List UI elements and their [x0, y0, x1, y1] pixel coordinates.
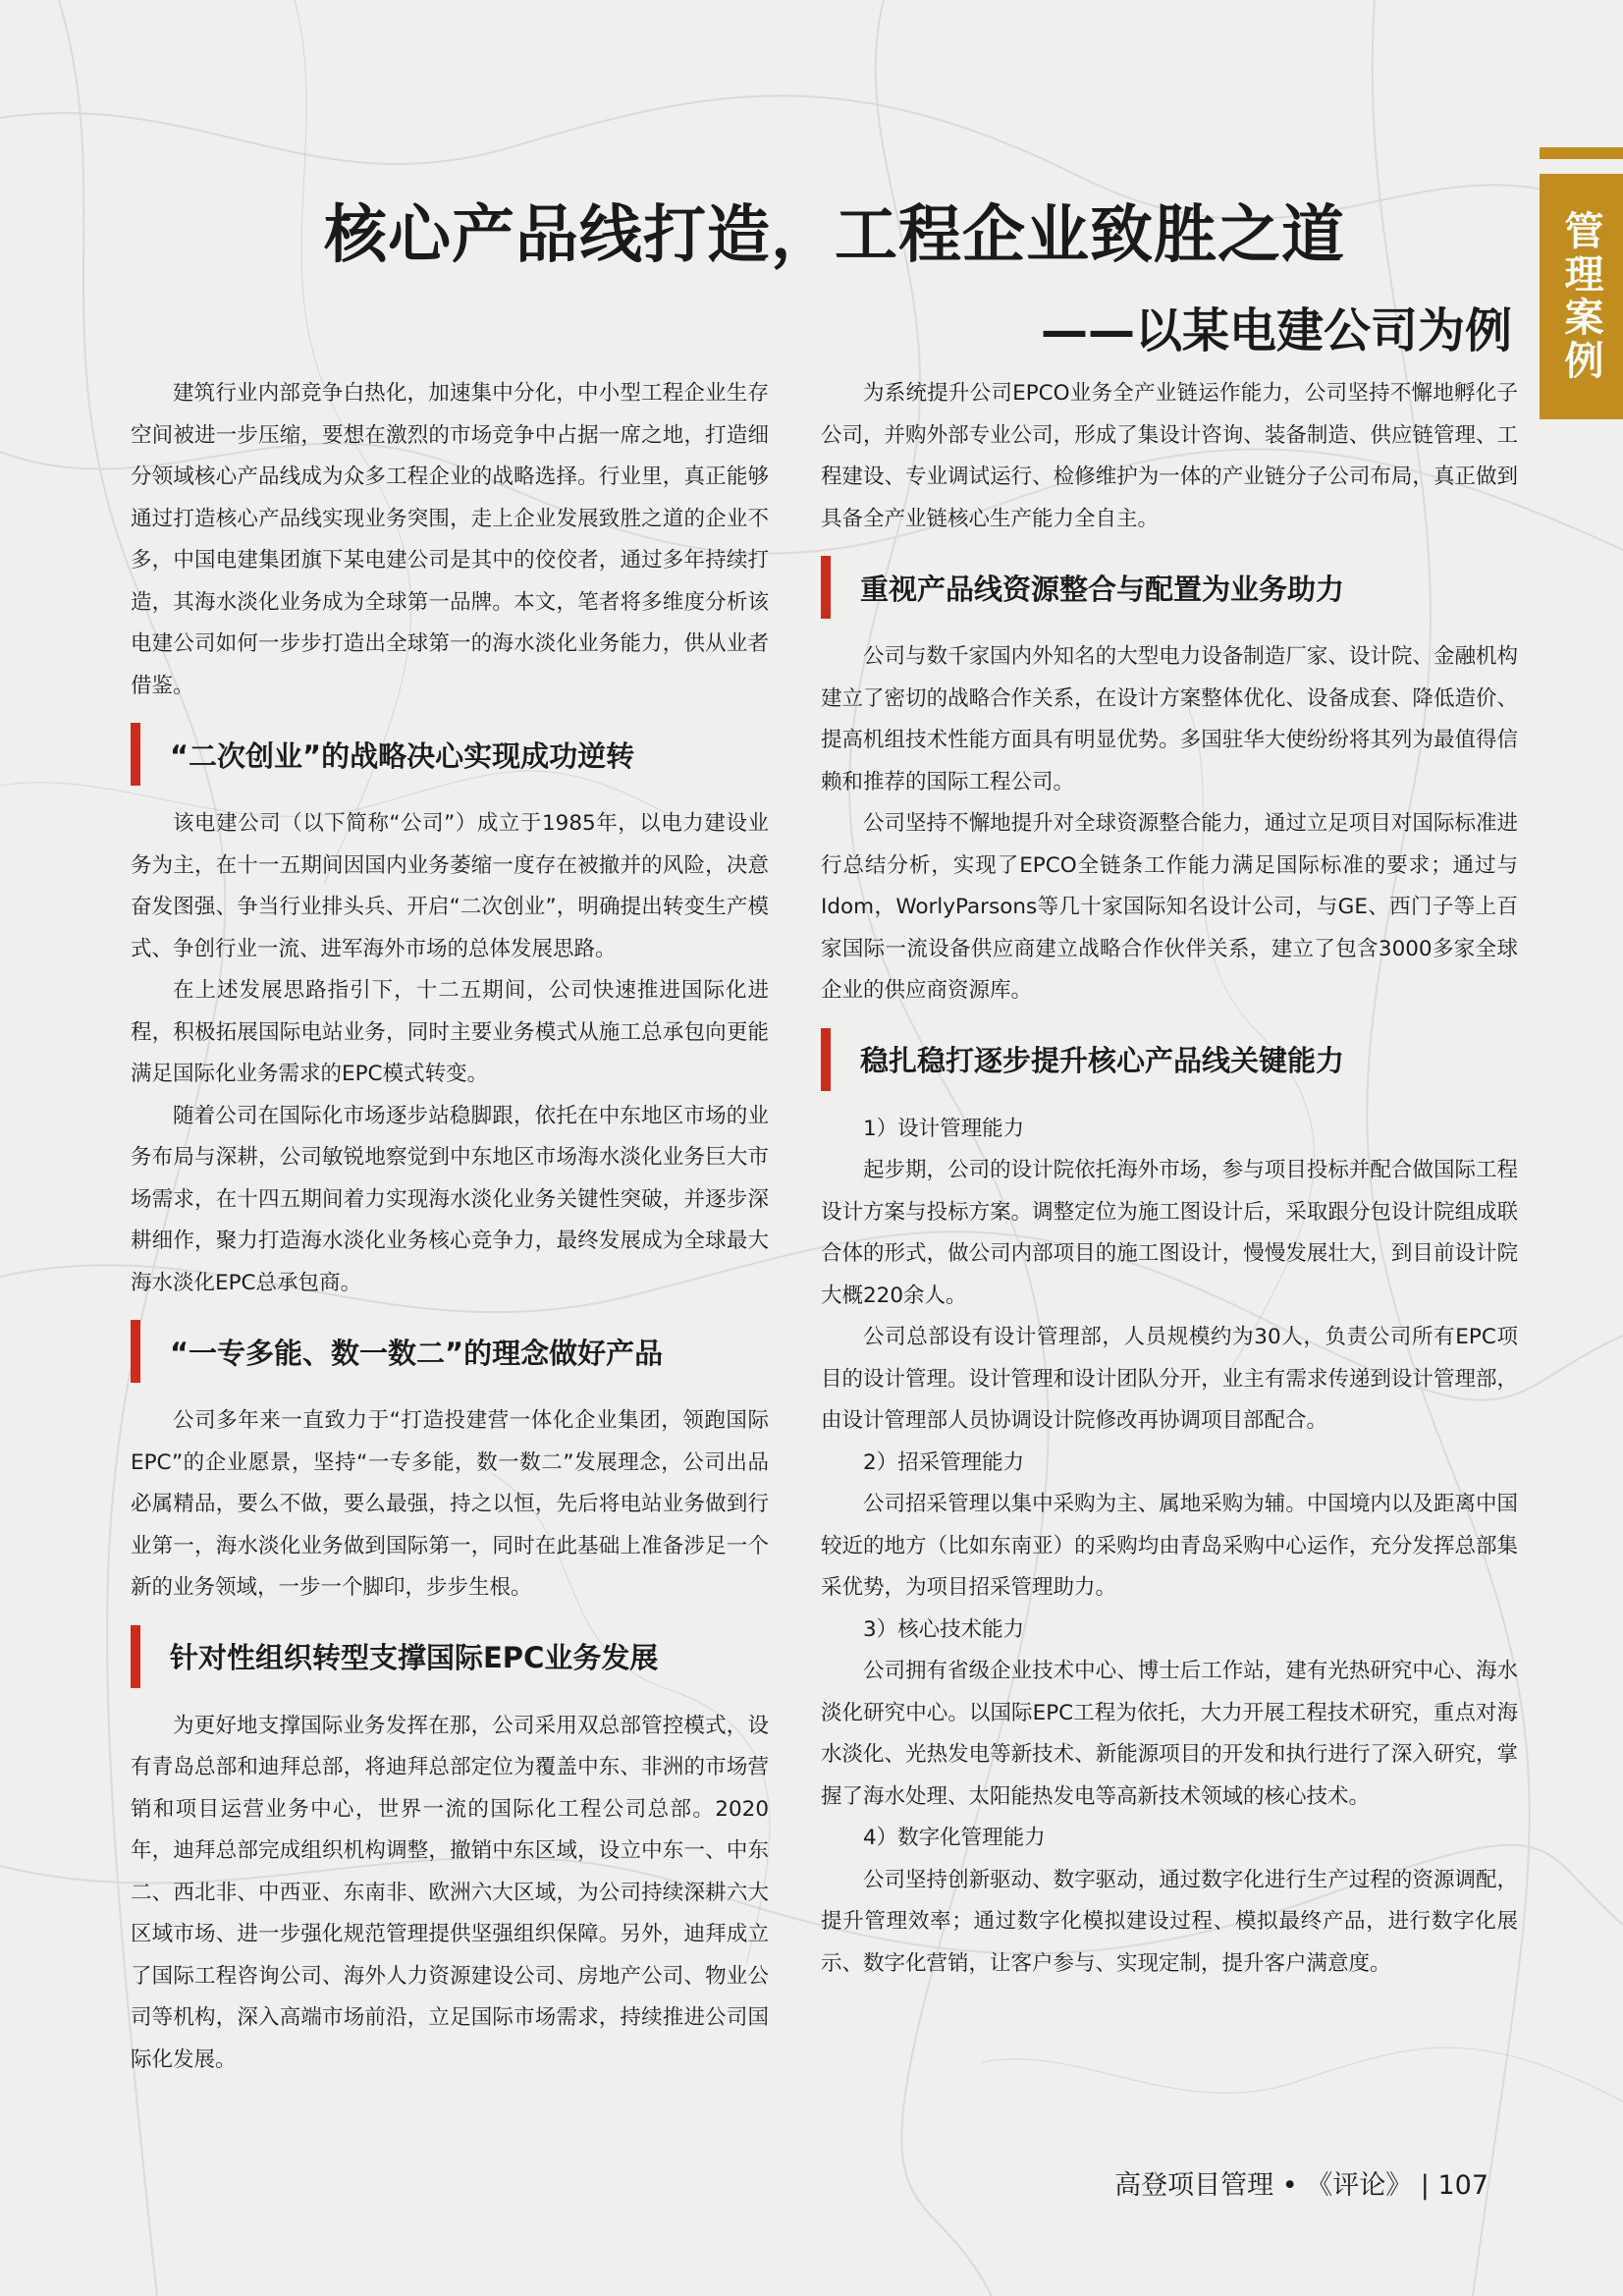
section-heading-text: 稳扎稳打逐步提升核心产品线关键能力 [860, 1044, 1345, 1077]
paragraph: 起步期，公司的设计院依托海外市场，参与项目投标并配合做国际工程设计方案与投标方案。调整定位为施工图设计后，采取跟分包设计院组成联合体的形式，做公司内部项目的施工图设计，慢慢发展壮大，到目前设计院大概220余人。 [821, 1158, 1518, 1308]
paragraph: 公司坚持创新驱动、数字驱动，通过数字化进行生产过程的资源调配，提升管理效率；通过数字化模拟建设过程、模拟最终产品，进行数字化展示、数字化营销，让客户参与、实现定制，提升客户满意度。 [821, 1867, 1518, 1976]
intro-paragraph: 建筑行业内部竞争白热化，加速集中分化，中小型工程企业生存空间被进一步压缩，要想在激烈的市场竞争中占据一席之地，打造细分领域核心产品线成为众多工程企业的战略选择。行业里，真正能够通过打造核心产品线实现业务突围，走上企业发展致胜之道的企业不多，中国电建集团旗下某电建公司是其中的佼佼者，通过多年持续打造，其海水淡化业务成为全球第一品牌。本文，笔者将多维度分析该电建公司如何一步步打造出全球第一的海水淡化业务能力，供从业者借鉴。 [131, 381, 769, 698]
section-tab-label: 管理案例 [1558, 210, 1603, 383]
article-title: 核心产品线打造，工程企业致胜之道 [324, 199, 1345, 272]
paragraph: 公司多年来一直致力于“打造投建营一体化企业集团，领跑国际EPC”的企业愿景，坚持“一专多能，数一数二”发展理念，公司出品必属精品，要么不做，要么最强，持之以恒，先后将电站业务做到行业第一，海水淡化业务做到国际第一，同时在此基础上准备涉足一个新的业务领域，一步一个脚印，步步生根。 [131, 1408, 769, 1600]
right-column [821, 373, 1518, 1985]
section-heading-text: “二次创业”的战略决心实现成功逆转 [170, 738, 635, 773]
section-heading [821, 556, 1518, 619]
heading-bar [821, 556, 831, 619]
section-heading [131, 1320, 769, 1383]
section-heading-text: 重视产品线资源整合与配置为业务助力 [860, 572, 1345, 606]
paragraph: 为系统提升公司EPCO业务全产业链运作能力，公司坚持不懈地孵化子公司，并购外部专业公司，形成了集设计咨询、装备制造、供应链管理、工程建设、专业调试运行、检修维护为一体的产业链分子公司布局，真正做到具备全产业链核心生产能力全自主。 [821, 381, 1518, 531]
section-heading [131, 723, 769, 786]
heading-bar [821, 1028, 831, 1091]
paragraph: 在上述发展思路指引下，十二五期间，公司快速推进国际化进程，积极拓展国际电站业务，同时主要业务模式从施工总承包向更能满足国际化业务需求的EPC模式转变。 [131, 978, 769, 1086]
section-heading-text: 针对性组织转型支撑国际EPC业务发展 [170, 1641, 659, 1674]
paragraph: 公司与数千家国内外知名的大型电力设备制造厂家、设计院、金融机构建立了密切的战略合作关系，在设计方案整体优化、设备成套、降低造价、提高机组技术性能方面具有明显优势。多国驻华大使纷纷将其列为最值得信赖和推荐的国际工程公司。 [821, 644, 1518, 794]
section-heading [821, 1028, 1518, 1091]
paragraph: 该电建公司（以下简称“公司”）成立于1985年，以电力建设业务为主，在十一五期间因国内业务萎缩一度存在被撤并的风险，决意奋发图强、争当行业排头兵、开启“二次创业”，明确提出转变生产模式、争创行业一流、进军海外市场的总体发展思路。 [131, 811, 769, 961]
paragraph: 公司拥有省级企业技术中心、博士后工作站，建有光热研究中心、海水淡化研究中心。以国际EPC工程为依托，大力开展工程技术研究，重点对海水淡化、光热发电等新技术、新能源项目的开发和执行进行了深入研究，掌握了海水处理、太阳能热发电等高新技术领域的核心技术。 [821, 1659, 1518, 1809]
heading-bar [131, 1625, 140, 1688]
paragraph: 公司坚持不懈地提升对全球资源整合能力，通过立足项目对国际标准进行总结分析，实现了EPCO全链条工作能力满足国际标准的要求；通过与Idom，WorlyParsons等几十家国际知名设计公司，与GE、西门子等上百家国际一流设备供应商建立战略合作伙伴关系，建立了包含3000多家全球企业的供应商资源库。 [821, 811, 1518, 1003]
left-column [131, 373, 769, 2081]
paragraph: 随着公司在国际化市场逐步站稳脚跟，依托在中东地区市场的业务布局与深耕，公司敏锐地察觉到中东地区市场海水淡化业务巨大市场需求，在十四五期间着力实现海水淡化业务关键性突破，并逐步深耕细作，聚力打造海水淡化业务核心竞争力，最终发展成为全球最大海水淡化EPC总承包商。 [131, 1103, 769, 1295]
heading-bar [131, 723, 140, 786]
section-heading-text: “一专多能、数一数二”的理念做好产品 [170, 1336, 664, 1370]
paragraph: 公司总部设有设计管理部，人员规模约为30人，负责公司所有EPC项目的设计管理。设计管理和设计团队分开，业主有需求传递到设计管理部，由设计管理部人员协调设计院修改再协调项目部配合。 [821, 1325, 1518, 1433]
section-heading [131, 1625, 769, 1688]
subheading: 3）核心技术能力 [863, 1616, 1025, 1642]
subheading: 1）设计管理能力 [863, 1116, 1025, 1141]
section-tab [1540, 147, 1623, 419]
article-subtitle: ——以某电建公司为例 [1040, 303, 1512, 358]
heading-bar [131, 1320, 140, 1383]
subheading: 4）数字化管理能力 [863, 1826, 1046, 1850]
subheading: 2）招采管理能力 [863, 1449, 1025, 1475]
paragraph: 为更好地支撑国际业务发挥在那，公司采用双总部管控模式，设有青岛总部和迪拜总部，将迪拜总部定位为覆盖中东、非洲的市场营销和项目运营业务中心，世界一流的国际化工程公司总部。2020年，迪拜总部完成组织机构调整，撤销中东区域，设立中东一、中东二、西北非、中西亚、东南非、欧洲六大区域，为公司持续深耕六大区域市场、进一步强化规范管理提供坚强组织保障。另外，迪拜成立了国际工程咨询公司、海外人力资源建设公司、房地产公司、物业公司等机构，深入高端市场前沿，立足国际市场需求，持续推进公司国际化发展。 [131, 1713, 769, 2072]
paragraph: 公司招采管理以集中采购为主、属地采购为辅。中国境内以及距离中国较近的地方（比如东南亚）的采购均由青岛采购中心运作，充分发挥总部集采优势，为项目招采管理助力。 [821, 1492, 1518, 1600]
page-footer: 高登项目管理 • 《评论》 | 107 [1114, 2170, 1488, 2201]
